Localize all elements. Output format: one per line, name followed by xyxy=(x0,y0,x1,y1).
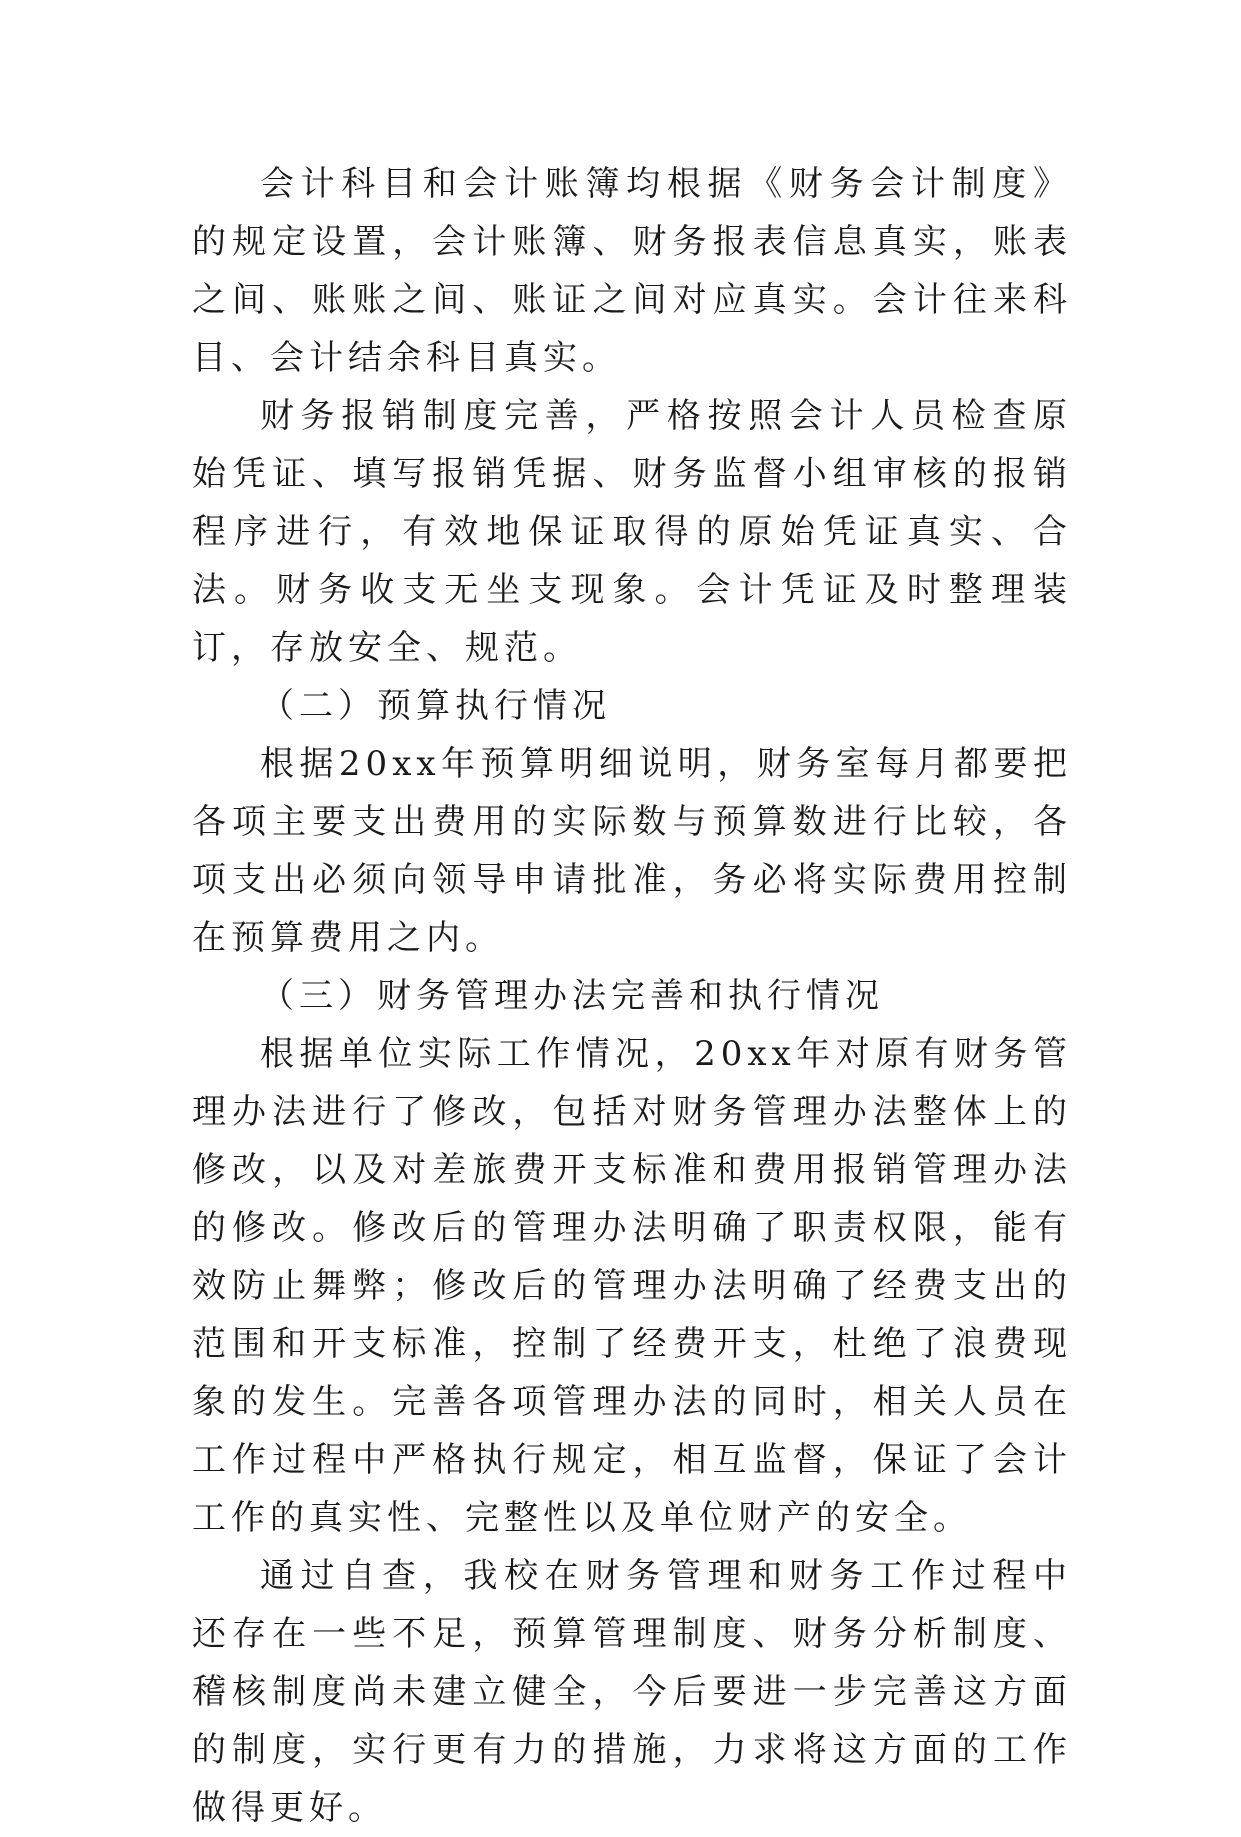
section-heading-management-methods: （三）财务管理办法完善和执行情况 xyxy=(260,976,884,1016)
paragraph-budget-execution: 根据20xx年预算明细说明，财务室每月都要把各项主要支出费用的实际数与预算数进行比较，各项支出必须向领导申请批准，务必将实际费用控制在预算费用之内。 xyxy=(192,744,1072,958)
document-body xyxy=(192,155,1072,1837)
paragraph-management-methods: 根据单位实际工作情况，20xx年对原有财务管理办法进行了修改，包括对财务管理办法整体上的修改，以及对差旅费开支标准和费用报销管理办法的修改。修改后的管理办法明确了职责权限，能有效防止舞弊；修改后的管理办法明确了经费支出的范围和开支标准，控制了经费开支，杜绝了浪费现象的发生。完善各项管理办法的同时，相关人员在工作过程中严格执行规定，相互监督，保证了会计工作的真实性、完整性以及单位财产的安全。 xyxy=(192,1034,1072,1538)
paragraph-accounting-subjects: 会计科目和会计账簿均根据《财务会计制度》的规定设置，会计账簿、财务报表信息真实，账表之间、账账之间、账证之间对应真实。会计往来科目、会计结余科目真实。 xyxy=(192,164,1072,378)
paragraph-reimbursement-system: 财务报销制度完善，严格按照会计人员检查原始凭证、填写报销凭据、财务监督小组审核的报销程序进行，有效地保证取得的原始凭证真实、合法。财务收支无坐支现象。会计凭证及时整理装订，存放安全、规范。 xyxy=(192,396,1072,668)
section-heading-budget-execution: （二）预算执行情况 xyxy=(260,686,611,726)
paragraph-conclusion: 通过自查，我校在财务管理和财务工作过程中还存在一些不足，预算管理制度、财务分析制度、稽核制度尚未建立健全，今后要进一步完善这方面的制度，实行更有力的措施，力求将这方面的工作做得更好。 xyxy=(192,1556,1072,1828)
